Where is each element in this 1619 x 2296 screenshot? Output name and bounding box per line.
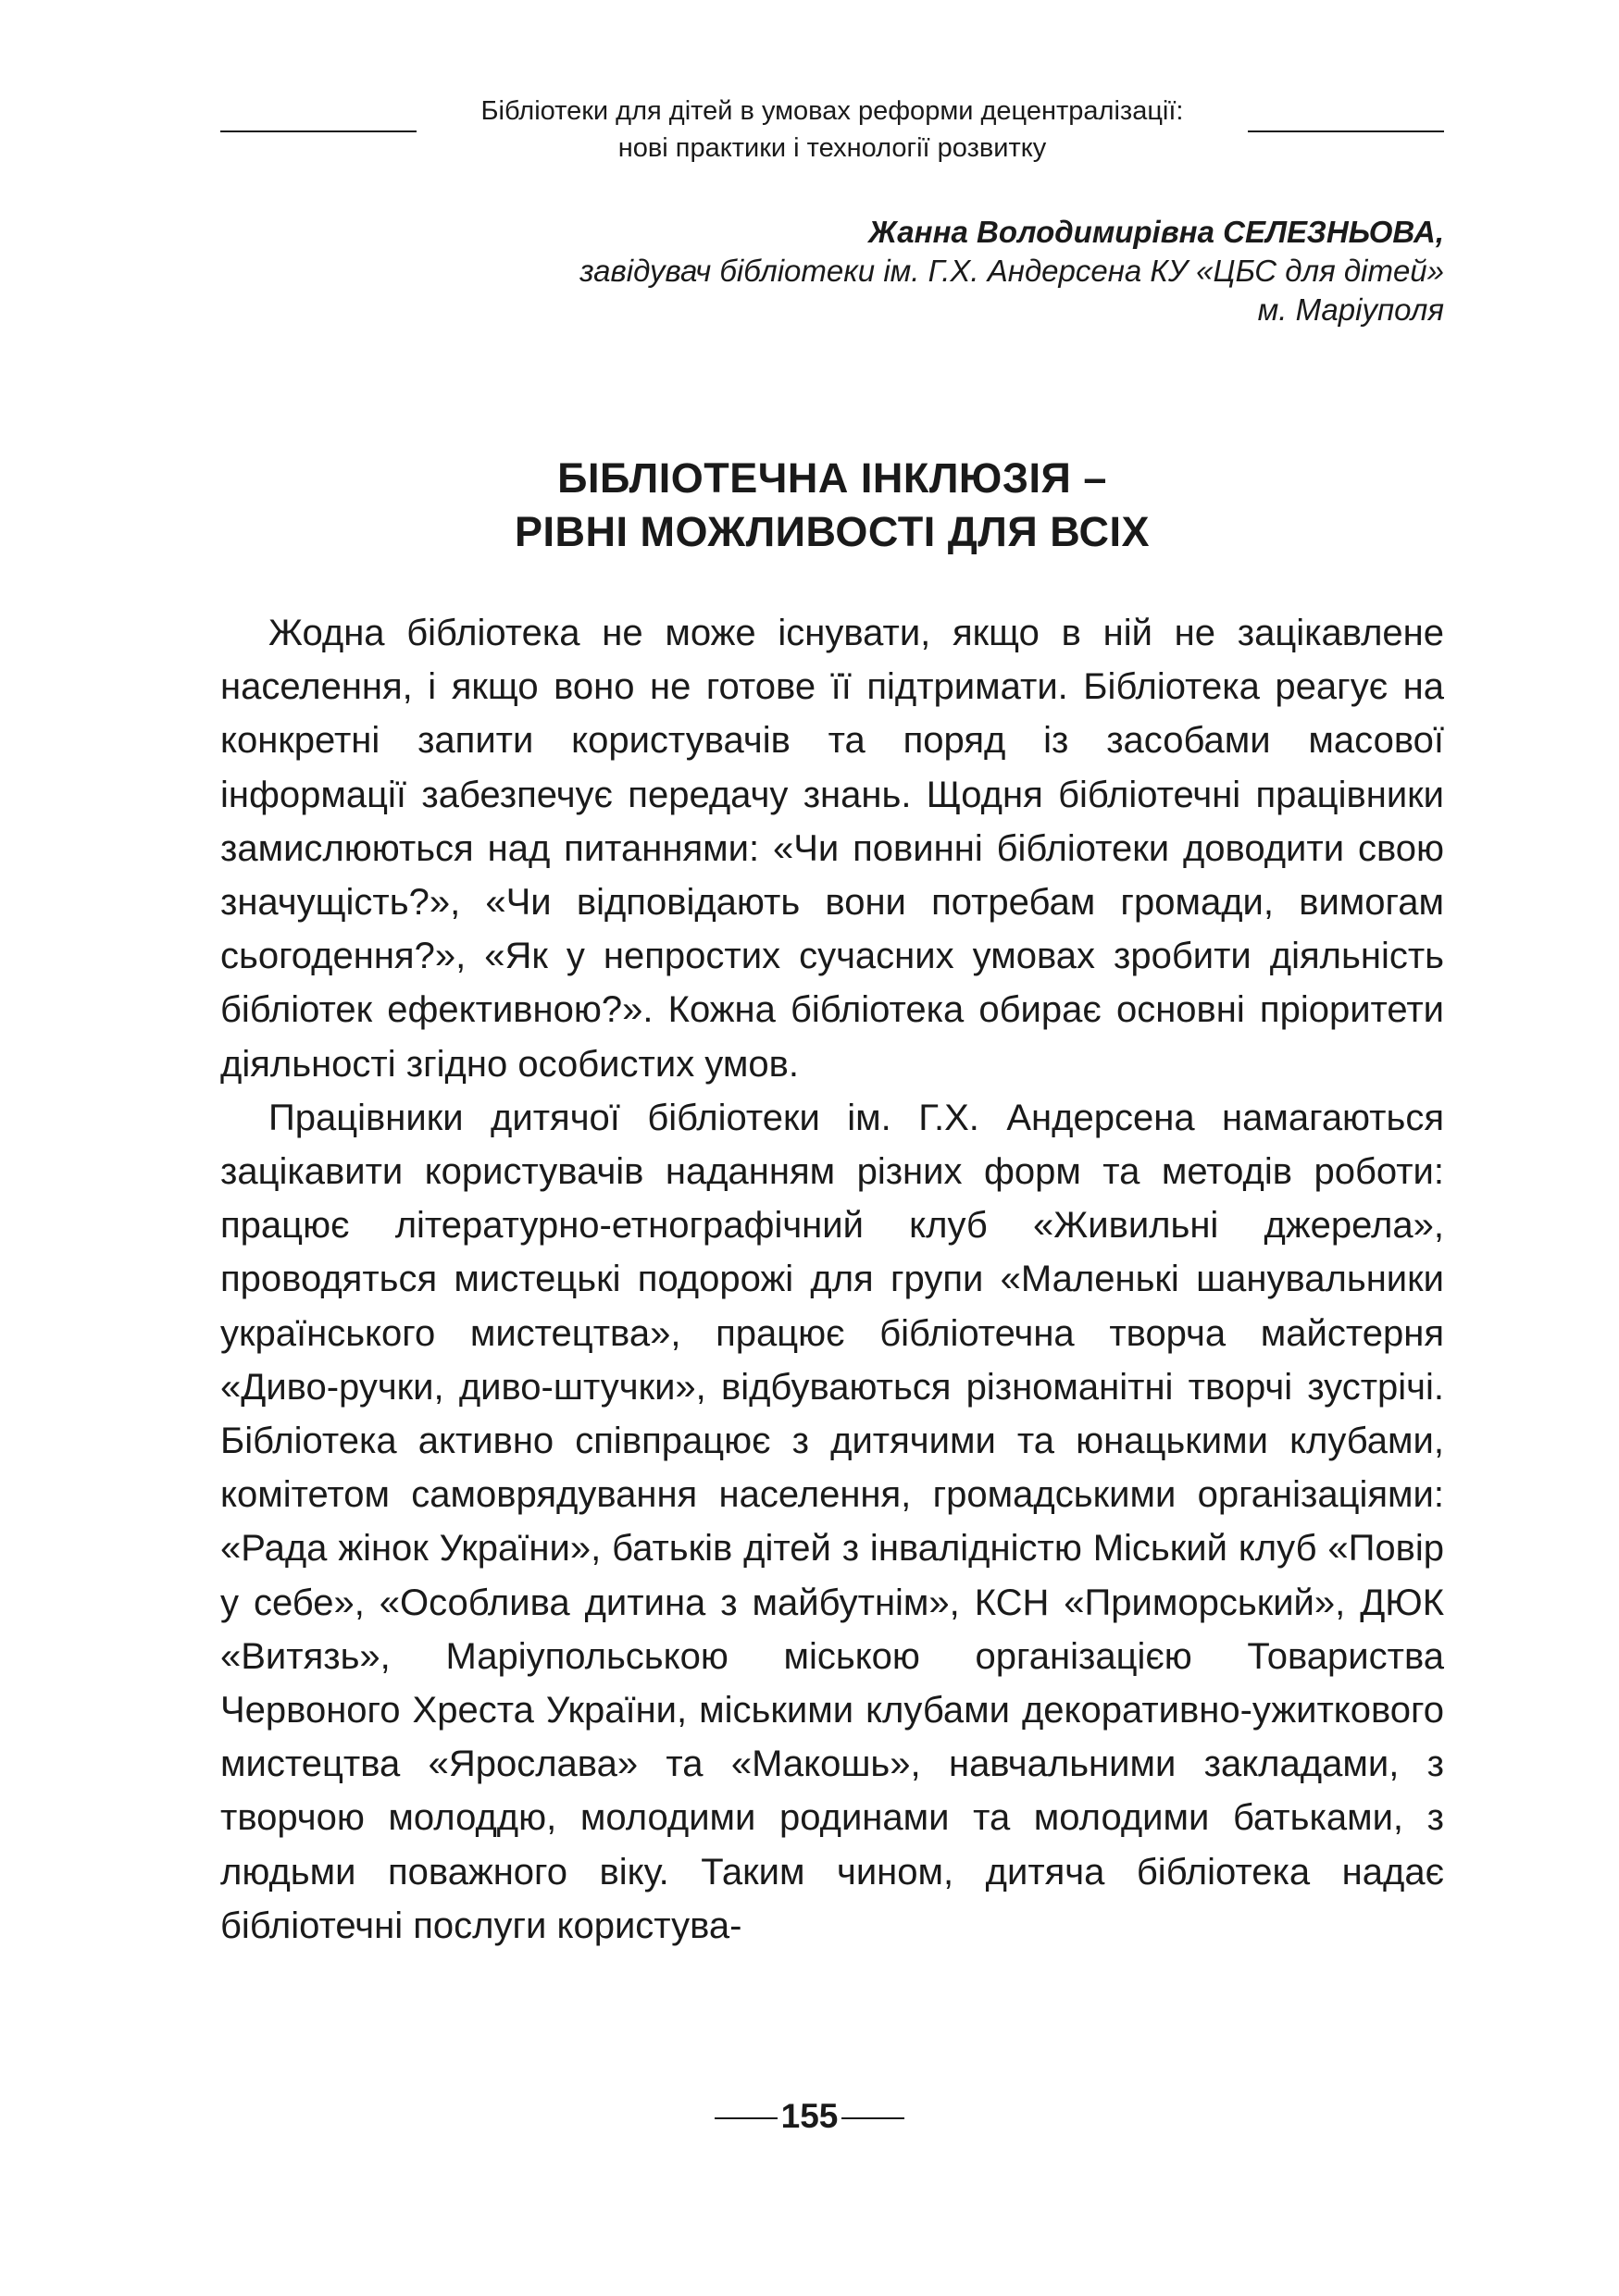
article-title-line2: РІВНІ МОЖЛИВОСТІ ДЛЯ ВСІХ bbox=[514, 508, 1151, 555]
author-affiliation: завідувач бібліотеки ім. Г.Х. Андерсена КУ «ЦБС для дітей» bbox=[579, 254, 1444, 288]
running-header bbox=[220, 93, 1444, 167]
author-name: Жанна Володимирівна СЕЛЕЗНЬОВА, bbox=[868, 215, 1444, 249]
article-body bbox=[220, 606, 1444, 1953]
header-rule-left bbox=[220, 130, 417, 132]
author-city: м. Маріуполя bbox=[1257, 292, 1444, 327]
running-header-line2: нові практики і технології розвитку bbox=[617, 133, 1047, 163]
folio-dash-right bbox=[841, 2117, 904, 2119]
article-title bbox=[220, 452, 1444, 559]
running-header-line1-wrap bbox=[220, 93, 1444, 130]
page-number-value: 155 bbox=[780, 2097, 839, 2135]
paragraph-1: Жодна бібліотека не може існувати, якщо в ній не зацікавлене населення, і якщо воно не готове її підтримати. Бібліотека реагує на конкретні запити користувачів та поряд із засобами масової інформації забезпечує передачу знань. Щодня бібліотечні працівники замислюються над питаннями: «Чи повинні бібліотеки доводити свою значущість?», «Чи відповідають вони потребам громади, вимогам сьогодення?», «Як у непростих сучасних умовах зробити діяльність бібліотек ефективною?». Кожна бібліотека обирає основні пріоритети діяльності згідно особистих умов. bbox=[220, 613, 1444, 1085]
author-block bbox=[579, 213, 1444, 329]
folio-dash-left bbox=[715, 2117, 778, 2119]
article-title-line1: БІБЛІОТЕЧНА ІНКЛЮЗІЯ – bbox=[557, 454, 1107, 502]
header-rule-right bbox=[1248, 130, 1444, 132]
running-header-line1: Бібліотеки для дітей в умовах реформи децентралізації: bbox=[480, 96, 1184, 126]
paragraph-2: Працівники дитячої бібліотеки ім. Г.Х. Андерсена намагаються зацікавити користувачів наданням різних форм та методів роботи: працює літературно-етнографічний клуб «Живильні джерела», проводяться мистецькі подорожі для групи «Маленькі шанувальники українського мистецтва», працює бібліотечна творча майстерня «Диво-ручки, диво-штучки», відбуваються різноманітні творчі зустрічі. Бібліотека активно співпрацює з дитячими та юнацькими клубами, комітетом самоврядування населення, громадськими організаціями: «Рада жінок України», батьків дітей з інвалідністю Міський клуб «Повір у себе», «Особлива дитина з майбутнім», КСН «Приморський», ДЮК «Витязь», Маріупольською міською організацією Товариства Червоного Хреста України, міськими клубами декоративно-ужиткового мистецтва «Ярослава» та «Макошь», навчальними закладами, з творчою молоддю, молодими родинами та молодими батьками, з людьми поважного віку. Таким чином, дитяча бібліотека надає бібліотечні послуги користува- bbox=[220, 1097, 1444, 1946]
page-number bbox=[0, 2097, 1619, 2136]
